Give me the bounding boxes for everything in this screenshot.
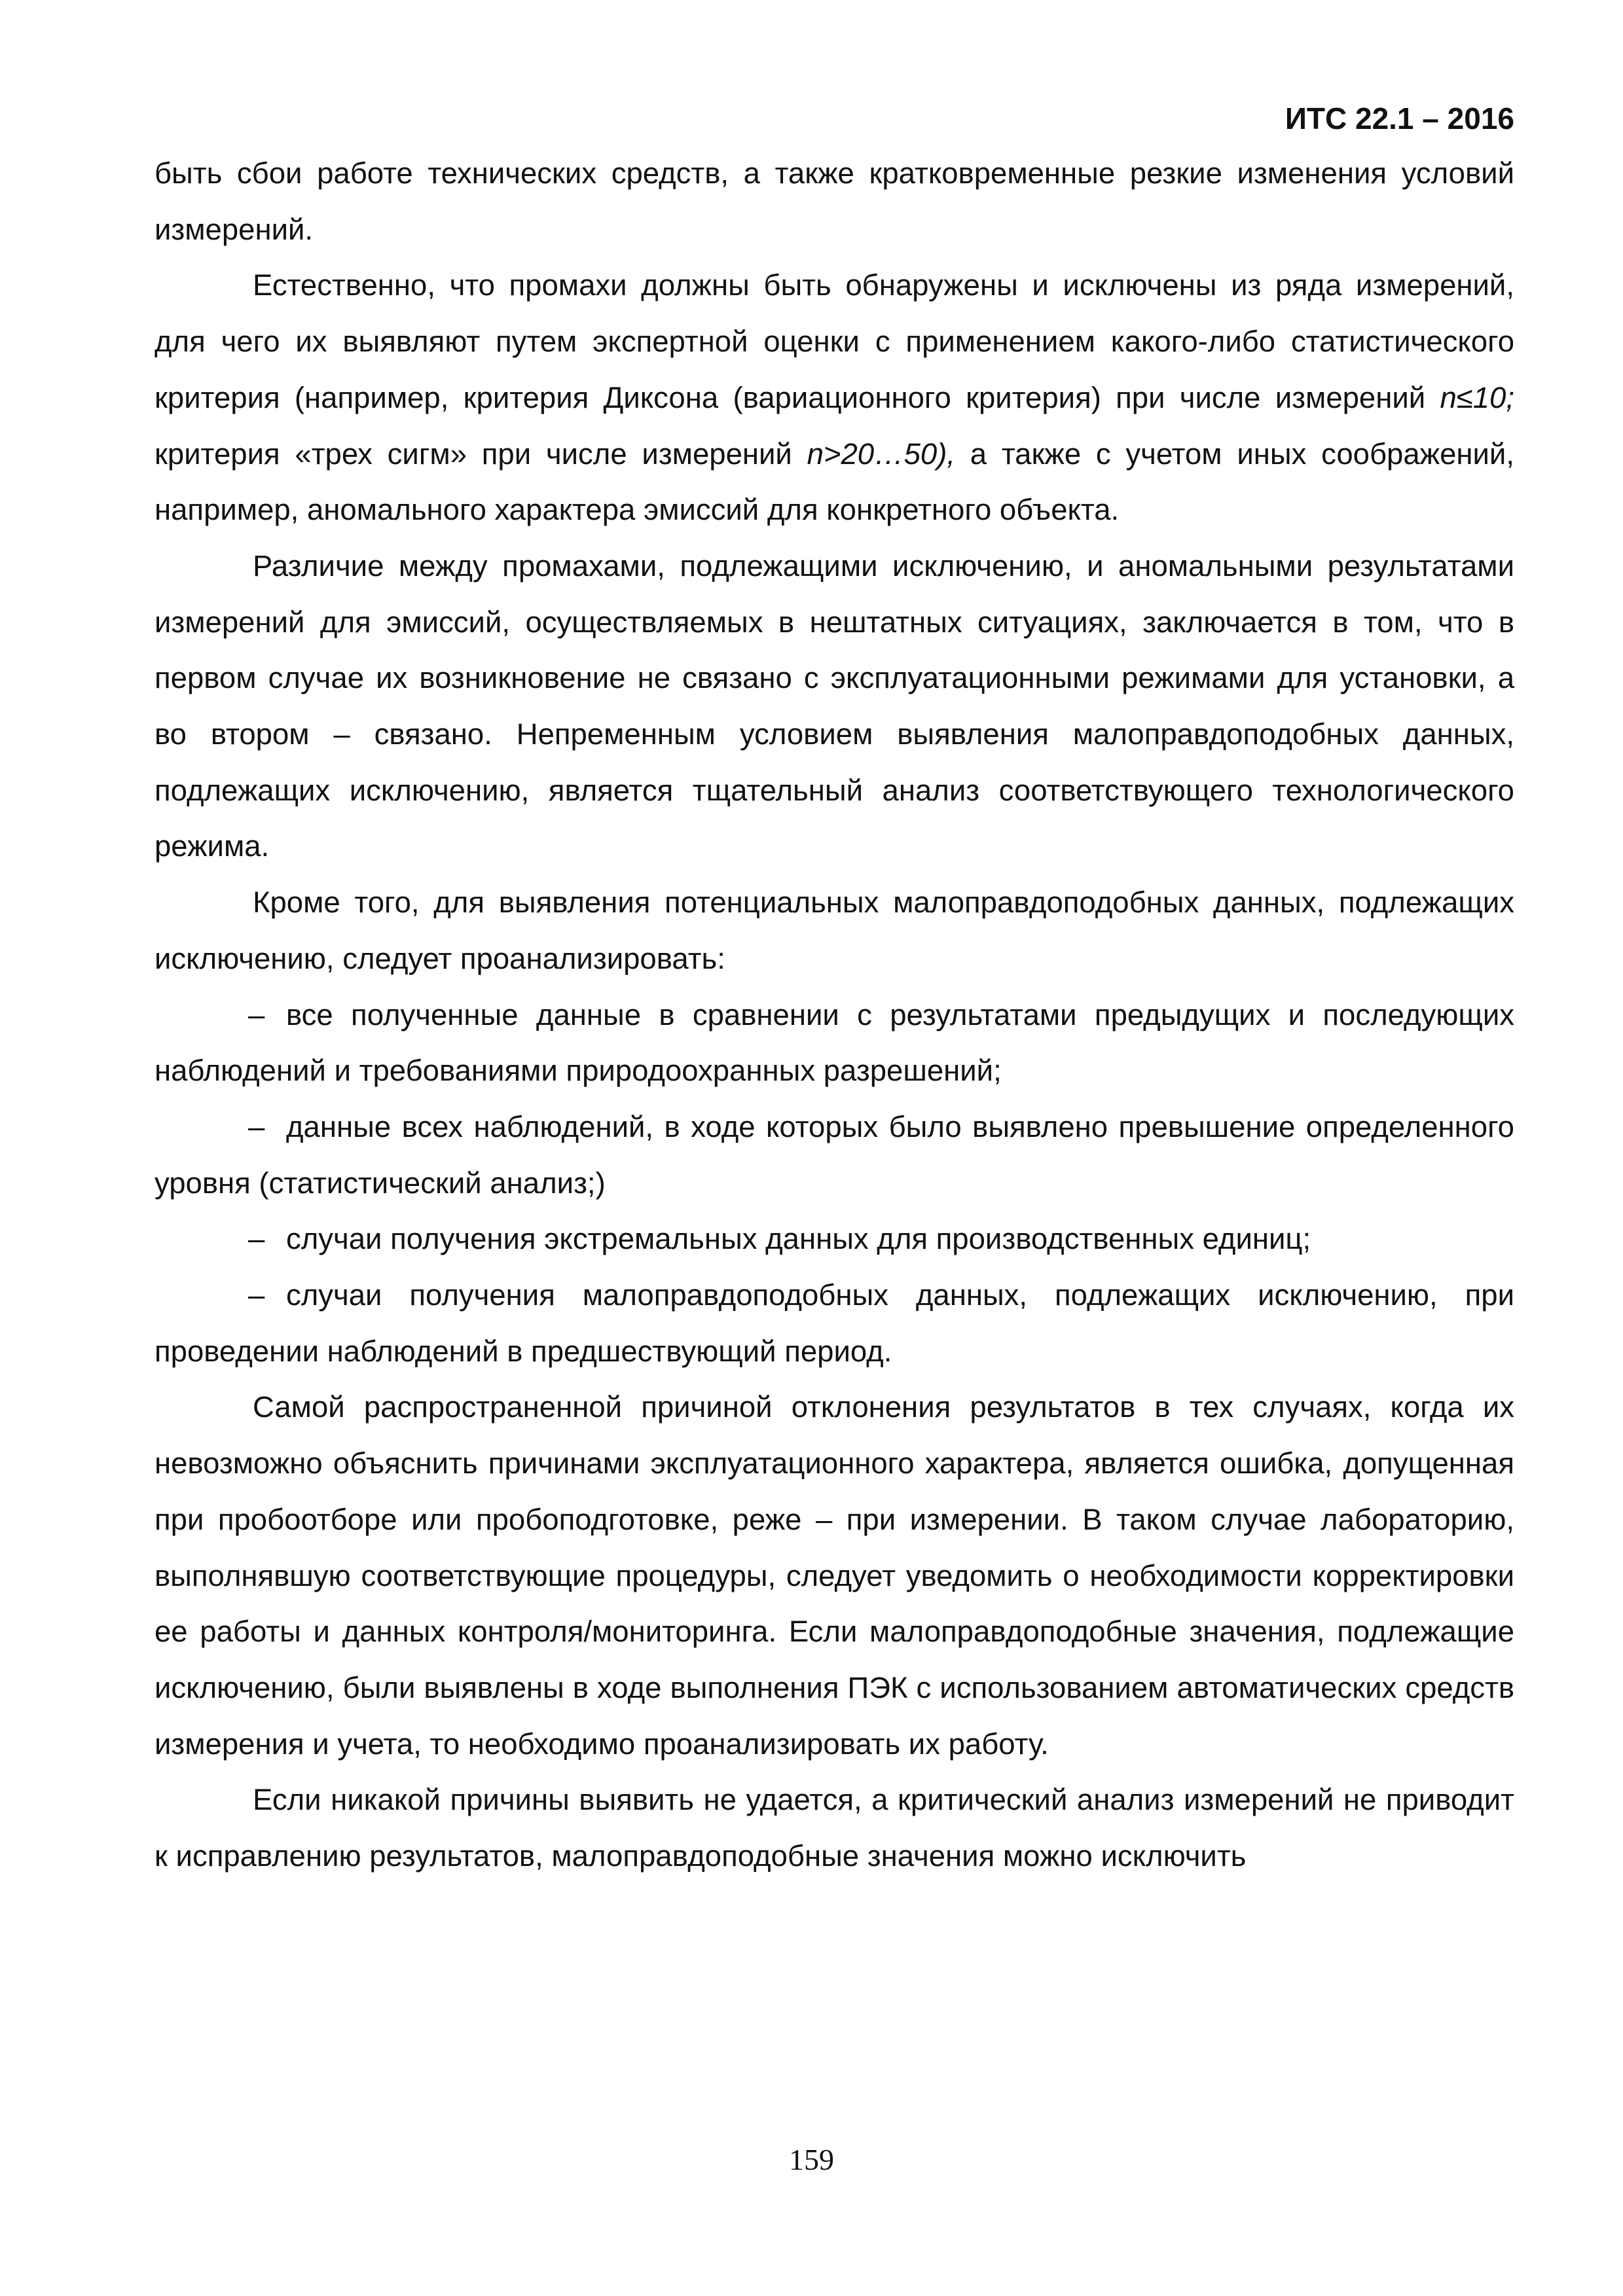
paragraph-5: Самой распространенной причиной отклонения результатов в тех случаях, когда их невозможно объяснить причинами эксплуатационного характера, является ошибка, допущенная при пробоотборе или пробоподготовке, реже – при измерении. В таком случае лабораторию, выполнявшую соответствующие процедуры, следует уведомить о необходимости корректировки ее работы и данных контроля/мониторинга. Если малоправдоподобные значения, подлежащие исключению, были выявлены в ходе выполнения ПЭК с использованием автоматических средств измерения и учета, то необходимо проанализировать их работу. [155,1390,1514,1761]
formula-n-le-10: n≤10; [1440,380,1514,414]
body-text [155,145,1514,1884]
list-dash: – [248,1278,265,1312]
page-number: 159 [789,2143,834,2176]
list-item-text: случаи получения экстремальных данных для производственных единиц; [286,1222,1311,1256]
paragraph-3: Различие между промахами, подлежащими исключению, и аномальными результатами измерений для эмиссий, осуществляемых в нештатных ситуациях, заключается в том, что в первом случае их возникновение не связано с эксплуатационными режимами для установки, а во втором – связано. Непременным условием выявления малоправдоподобных данных, подлежащих исключению, является тщательный анализ соответствующего технологического режима. [155,548,1514,863]
paragraph-2-text-b: критерия «трех сигм» при числе измерений [155,437,807,471]
list-item [155,1099,1514,1211]
paragraph-1: быть сбои работе технических средств, а также кратковременные резкие изменения условий измерений. [155,156,1514,246]
list-dash: – [248,1109,265,1143]
paragraph-2-text-a: Естественно, что промахи должны быть обнаружены и исключены из ряда измерений, для чего их выявляют путем экспертной оценки с применением какого-либо статистического критерия (например, критерия Диксона (вариационного критерия) при числе измерений [155,268,1514,414]
list-item [155,987,1514,1099]
list-item [155,1267,1514,1379]
paragraph-4: Кроме того, для выявления потенциальных малоправдоподобных данных, подлежащих исключению, следует проанализировать: [155,886,1514,975]
list-dash: – [248,997,265,1031]
list-item [155,1211,1514,1267]
formula-n-gt-20-50: n>20…50), [807,437,955,471]
list-item-text: все полученные данные в сравнении с результатами предыдущих и последующих наблюдений и требованиями природоохранных разрешений; [155,997,1514,1088]
paragraph-6: Если никакой причины выявить не удается, а критический анализ измерений не приводит к исправлению результатов, малоправдоподобные значения можно исключить [155,1783,1514,1873]
list-item-text: случаи получения малоправдоподобных данных, подлежащих исключению, при проведении наблюдений в предшествующий период. [155,1278,1514,1368]
list-dash: – [248,1222,265,1256]
list-item-text: данные всех наблюдений, в ходе которых было выявлено превышение определенного уровня (статистический анализ;) [155,1109,1514,1200]
paragraph-2-text-c: а также с учетом иных соображений, например, аномального характера эмиссий для конкретного объекта. [155,437,1514,527]
paragraph-2 [155,257,1514,538]
document-header-code: ИТС 22.1 – 2016 [1285,101,1514,135]
